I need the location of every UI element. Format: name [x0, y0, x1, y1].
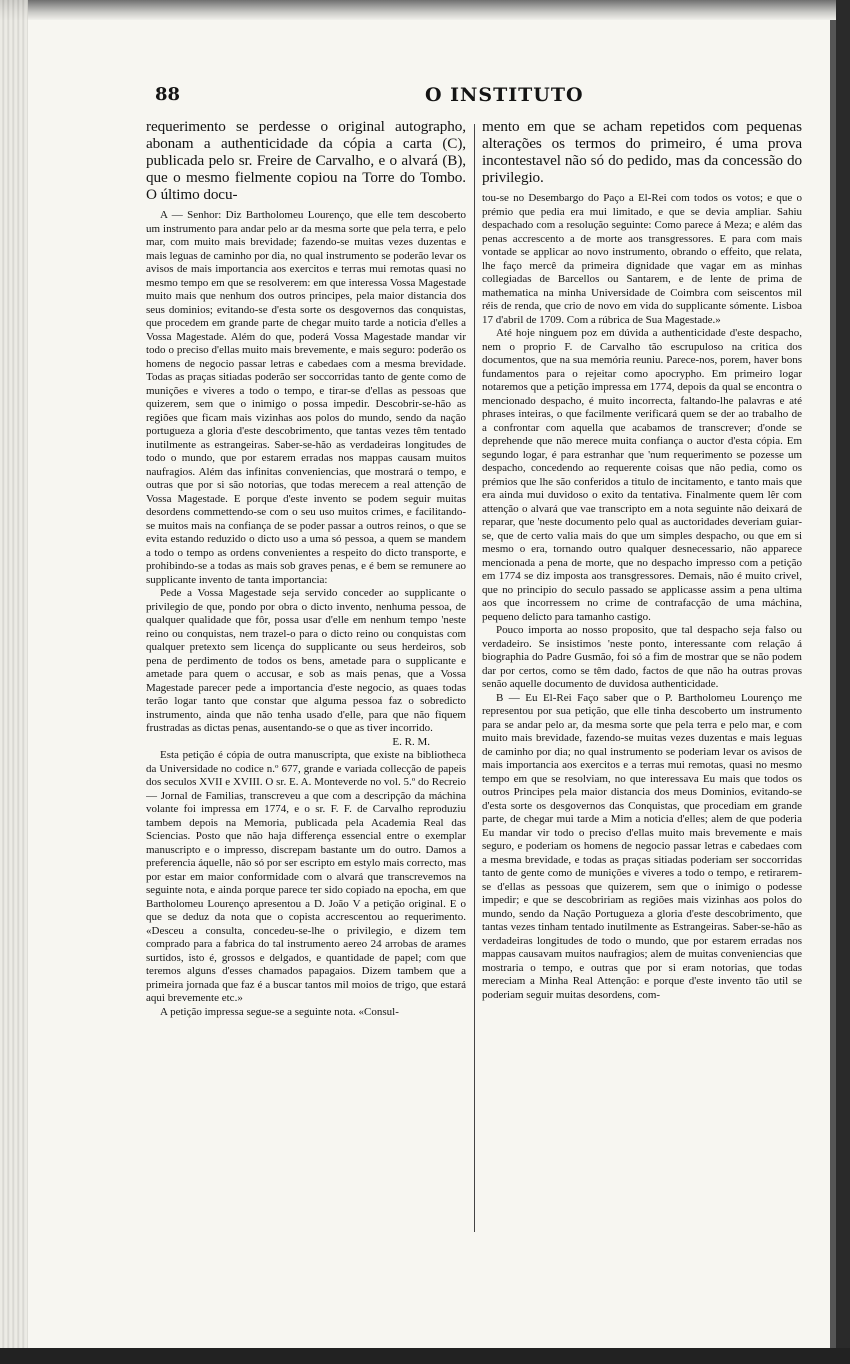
- authenticity-discussion: Até hoje ninguem poz em dúvida a authenticidade d'este despacho, nem o proprio F. de Carvalho tão escrupuloso na critica dos documentos, que na sua memória reuniu. Parece-nos, porem, haver bons fundamentos para o rejeitar como apocrypho. Em primeiro logar notaremos que a petição impressa em 1774, depois da qual se encontra o mencionado despacho, é muito incorrecta, faltando-lhe palavras e até phrases inteiras, o que facilmente verificará quem se der ao trabalho de a confrontar com aquella que acabamos de transcrever; d'onde se deprehende que não merece muita confiança o auctor d'esta cópia. Em segundo logar, é para estranhar que 'num requerimento se pozesse um despacho, concedendo ao requerente coisas que não pedia, como os prémios que lhe são conferidos a titulo de incitamento, e tanto mais que era ainda mui duvidoso o exito da tentativa. Finalmente quem lêr com attenção o alvará que vae transcripto em a nota seguinte não deixará de reparar, que 'neste documento pelo qual as auctoridades deveriam guiar-se, que de certo valia mais do que um simples despacho, ou que em si mesmo o era, tornando outro qualquer desnecessario, não apparece mencionada a pena de morte, que no despacho impresso com a petição em 1774 se diz imposta aos transgressores. Demais, não é muito crivel, que no principio do seculo passado se applicasse assim a pena ultima aos que incorressem no crime de contrafacção de uma máchina, pequeno delicto para tamanho castigo.: [482, 327, 802, 623]
- note-intro: A petição impressa segue-se a seguinte nota. «Consul-: [160, 1005, 399, 1018]
- petition-text: A — Senhor: Diz Bartholomeu Lourenço, que elle tem descoberto um instrumento para andar pelo ar da mesma sorte que pela terra, e pelo mar, com muito mais brevidade; fazendo-se muitas vezes duzentas e mais leguas de caminho por dia, no qual instrumento se poderão levar os avisos de mais importancia aos exercitos e terras mui remotas quasi no mesmo tempo em que se resolverem: em que interessa Vossa Magestade muito mais que nenhum dos outros principes, pela maior distancia dos seus dominios; evitando-se d'esta sorte os desgovernos das conquistas, que procedem em grande parte de chegar muito tarde a noticia d'elles a Vossa Magestade. Além do que, poderá Vossa Magestade mandar vir todo o preciso d'ellas muito mais brevemente, e mais seguro: poderão os homens de negocio passar letras e cabedaes com a mesma brevidade. Todas as praças sitiadas poderão ser soccorridas tanto de gente como de munições e viveres a todo o tempo, e tirar-se d'ellas as pessoas que quizerem, sem que o inimigo o possa impedir. Descobrir-se-hão as regiões que ficam mais vizinhas aos polos do mundo, sendo da nação portugueza a gloria d'este descobrimento, que tantas vezes têm tentado inutilmente as estrangeiras. Saber-se-hão as verdadeiras longitudes de todo o mundo, que por estarem erradas nos mappas causam muitos naufragios. Além das infinitas conveniencias, que mostrará o tempo, e outras que por si são notorias, que todas merecem a real attenção de Vossa Magestade. E porque d'este invento se podem seguir muitas desordens commettendo-se com o seu uso muitos crimes, e facilitando-se muitos mais na confiança de se poder passar a outros reinos, o que se evita estando reduzido o dicto uso a uma só pessoa, a quem se mandem a todo o tempo as ordens convenientes a respeito do dicto transporte, e prohibindo-se a todas as mais sob graves penas, e é bem se remunere ao supplicante invento de tanta importancia:: [146, 209, 466, 586]
- left-column: [146, 118, 466, 1238]
- petition-request: Pede a Vossa Magestade seja servido conceder ao supplicante o privilegio de que, pondo por obra o dicto invento, nenhuma pessoa, de qualquer qualidade que fôr, possa usar d'elle em nenhum tempo 'neste reino ou conquistas, nem trazel-o para o dicto reino ou conquistas com qualquer pretexto sem licença do supplicante ou seus herdeiros, sob pena de perdimento de todos os bens, ametade para o supplicante e ametade para quem o accusar, e sob as mais penas, que a Vossa Magestade parecer pede a importancia d'este negocio, as quaes todas terão logar tanto que constar que alguma pessoa faz o sobredicto instrumento, ainda que não tenha usado d'elle, para que não fiquem frustradas as dictas penas, ausentando-se o que as tiver incorrido.: [146, 587, 466, 734]
- page-header: [150, 84, 798, 114]
- right-column: [482, 118, 802, 1238]
- column-divider: [474, 124, 475, 1232]
- page-top-edge: [0, 0, 836, 20]
- commentary-paragraph: Esta petição é cópia de outra manuscripta, que existe na bibliotheca da Universidade no codice n.º 677, grande e variada collecção de papeis dos seculos XVII e XVIII. O sr. E. A. Monteverde no vol. 5.º do Recreio — Jornal de Familias, transcreveu a que com a descripção da máchina volante foi impressa em 1774, e o sr. F. F. de Carvalho reproduziu tambem depois na Memoria, publicada pela Academia Real das Sciencias. Posto que não haja differença essencial entre o exemplar manuscripto e o impresso, discrepam bastante um do outro. Damos a preferencia áquelle, não só por ser escripto em estylo mais correcto, mas por estar em maior conformidade com o alvará que transcrevemos na seguinte nota, e ainda porque parece ter sido copiado na epocha, em que Bartholomeu Lourenço apresentou a D. João V a petição original. E o que se deduz da nota que o copista accrescentou ao requerimento. «Desceu a consulta, concedeu-se-lhe o privilegio, e dizem tem comprado para a fabrica do tal instrumento aereo 24 arrobas de arames surtidos, isto é, grossos e delgados, e quantidade de papel; com que teremos alguns d'esses chamados papagaios. Dizem tambem que a primeira jornada que faz é a buscar tantos mil moios de trigo, que estará aqui brevemente etc.»: [146, 749, 466, 1004]
- royal-decree-text: B — Eu El-Rei Faço saber que o P. Bartholomeu Lourenço me representou por sua petição, que elle tinha descoberto um instrumento para se andar pelo ar, da mesma sorte que pela terra e pelo mar, e com muito mais brevidade, fazendo-se muitas vezes duzentas e mais leguas de caminho por dia; no qual instrumento se poderiam levar os avisos de mais importancia aos exercitos e a terras mui remotas, quasi no mesmo tempo em que se resolviam, no que interessava Eu mais que todos os outros Principes pela maior distancia dos meus Dominios, evitando-se d'esta sorte os desgovernos das Conquistas, que procediam em grande parte, de chegar mui tarde a Mim a noticia d'elles; alem de que poderia Eu mandar vir todo o preciso d'ellas muito mais brevemente e mais seguro, e poderiam os homens de negocio passar letras e cabedaes com a mesma brevidade, e todas as praças sitiadas poderiam ser soccorridas tanto de gente como de munições e viveres a todo o tempo, e retirarem-se d'ellas as pessoas que quizerem, sem que o inimigo o podesse impedir; e que se descobririam as regiões mais vizinhas aos polos do mundo, sendo da Nação Portugueza a gloria d'este descobrimento, que tantas vezes tinham tentado inutilmente as Estrangeiras. Saber-se-hão as verdadeiras longitudes de todo o mundo, que por estarem erradas nos mappas causavam muitos naufragios; alem de muitas conveniencias que mostraria o tempo, e outras que por si eram notorias, que todas mereciam a Minha Real Attenção: e porque d'este invento tão util se poderiam seguir muitas desordens, com-: [482, 691, 802, 1001]
- petition-signature: E. R. M.: [392, 735, 430, 748]
- left-lead-text: requerimento se perdesse o original autographo, abonam a authenticidade da cópia a carta (C), publicada pelo sr. Freire de Carvalho, e o alvará (B), que o mesmo fielmente copiou na Torre do Tombo. O último docu-: [146, 118, 466, 203]
- page-binding-edge: [0, 0, 28, 1356]
- right-lead-text: mento em que se acham repetidos com pequenas alterações os termos do primeiro, é uma prova incontestavel não só do pedido, mas da concessão do privilegio.: [482, 118, 802, 186]
- consultation-note: tou-se no Desembargo do Paço a El-Rei com todos os votos; e que o prémio que pedia era mui limitado, e que se devia ampliar. Sahiu despachado com a resolução seguinte: Como parece á Meza; e além das penas accrescento a de morte aos transgressores. E para com mais vontade se applicar ao novo instrumento, obrando o effeito, que relata, lhe faço mercê da primeira dignidade que vagar em as minhas collegiadas de Barcellos ou Santarem, e de lente de prima de mathematica na minha Universidade de Coimbra com seiscentos mil réis de renda, que crio de novo em vida do supplicante sómente. Lisboa 17 d'abril de 1709. Com a rúbrica de Sua Magestade.»: [482, 192, 802, 326]
- purpose-paragraph: Pouco importa ao nosso proposito, que tal despacho seja falso ou verdadeiro. Se insistimos 'neste ponto, interessante com relação á biographia do Padre Gusmão, foi só a fim de mostrar que se não podem dar por certos, como se têm dado, factos de que não ha outras provas senão aquelle documento de duvidosa authenticidade.: [482, 624, 802, 690]
- scan-bottom-edge: [0, 1348, 850, 1364]
- page-number: 88: [155, 84, 181, 105]
- running-title: O INSTITUTO: [425, 84, 584, 106]
